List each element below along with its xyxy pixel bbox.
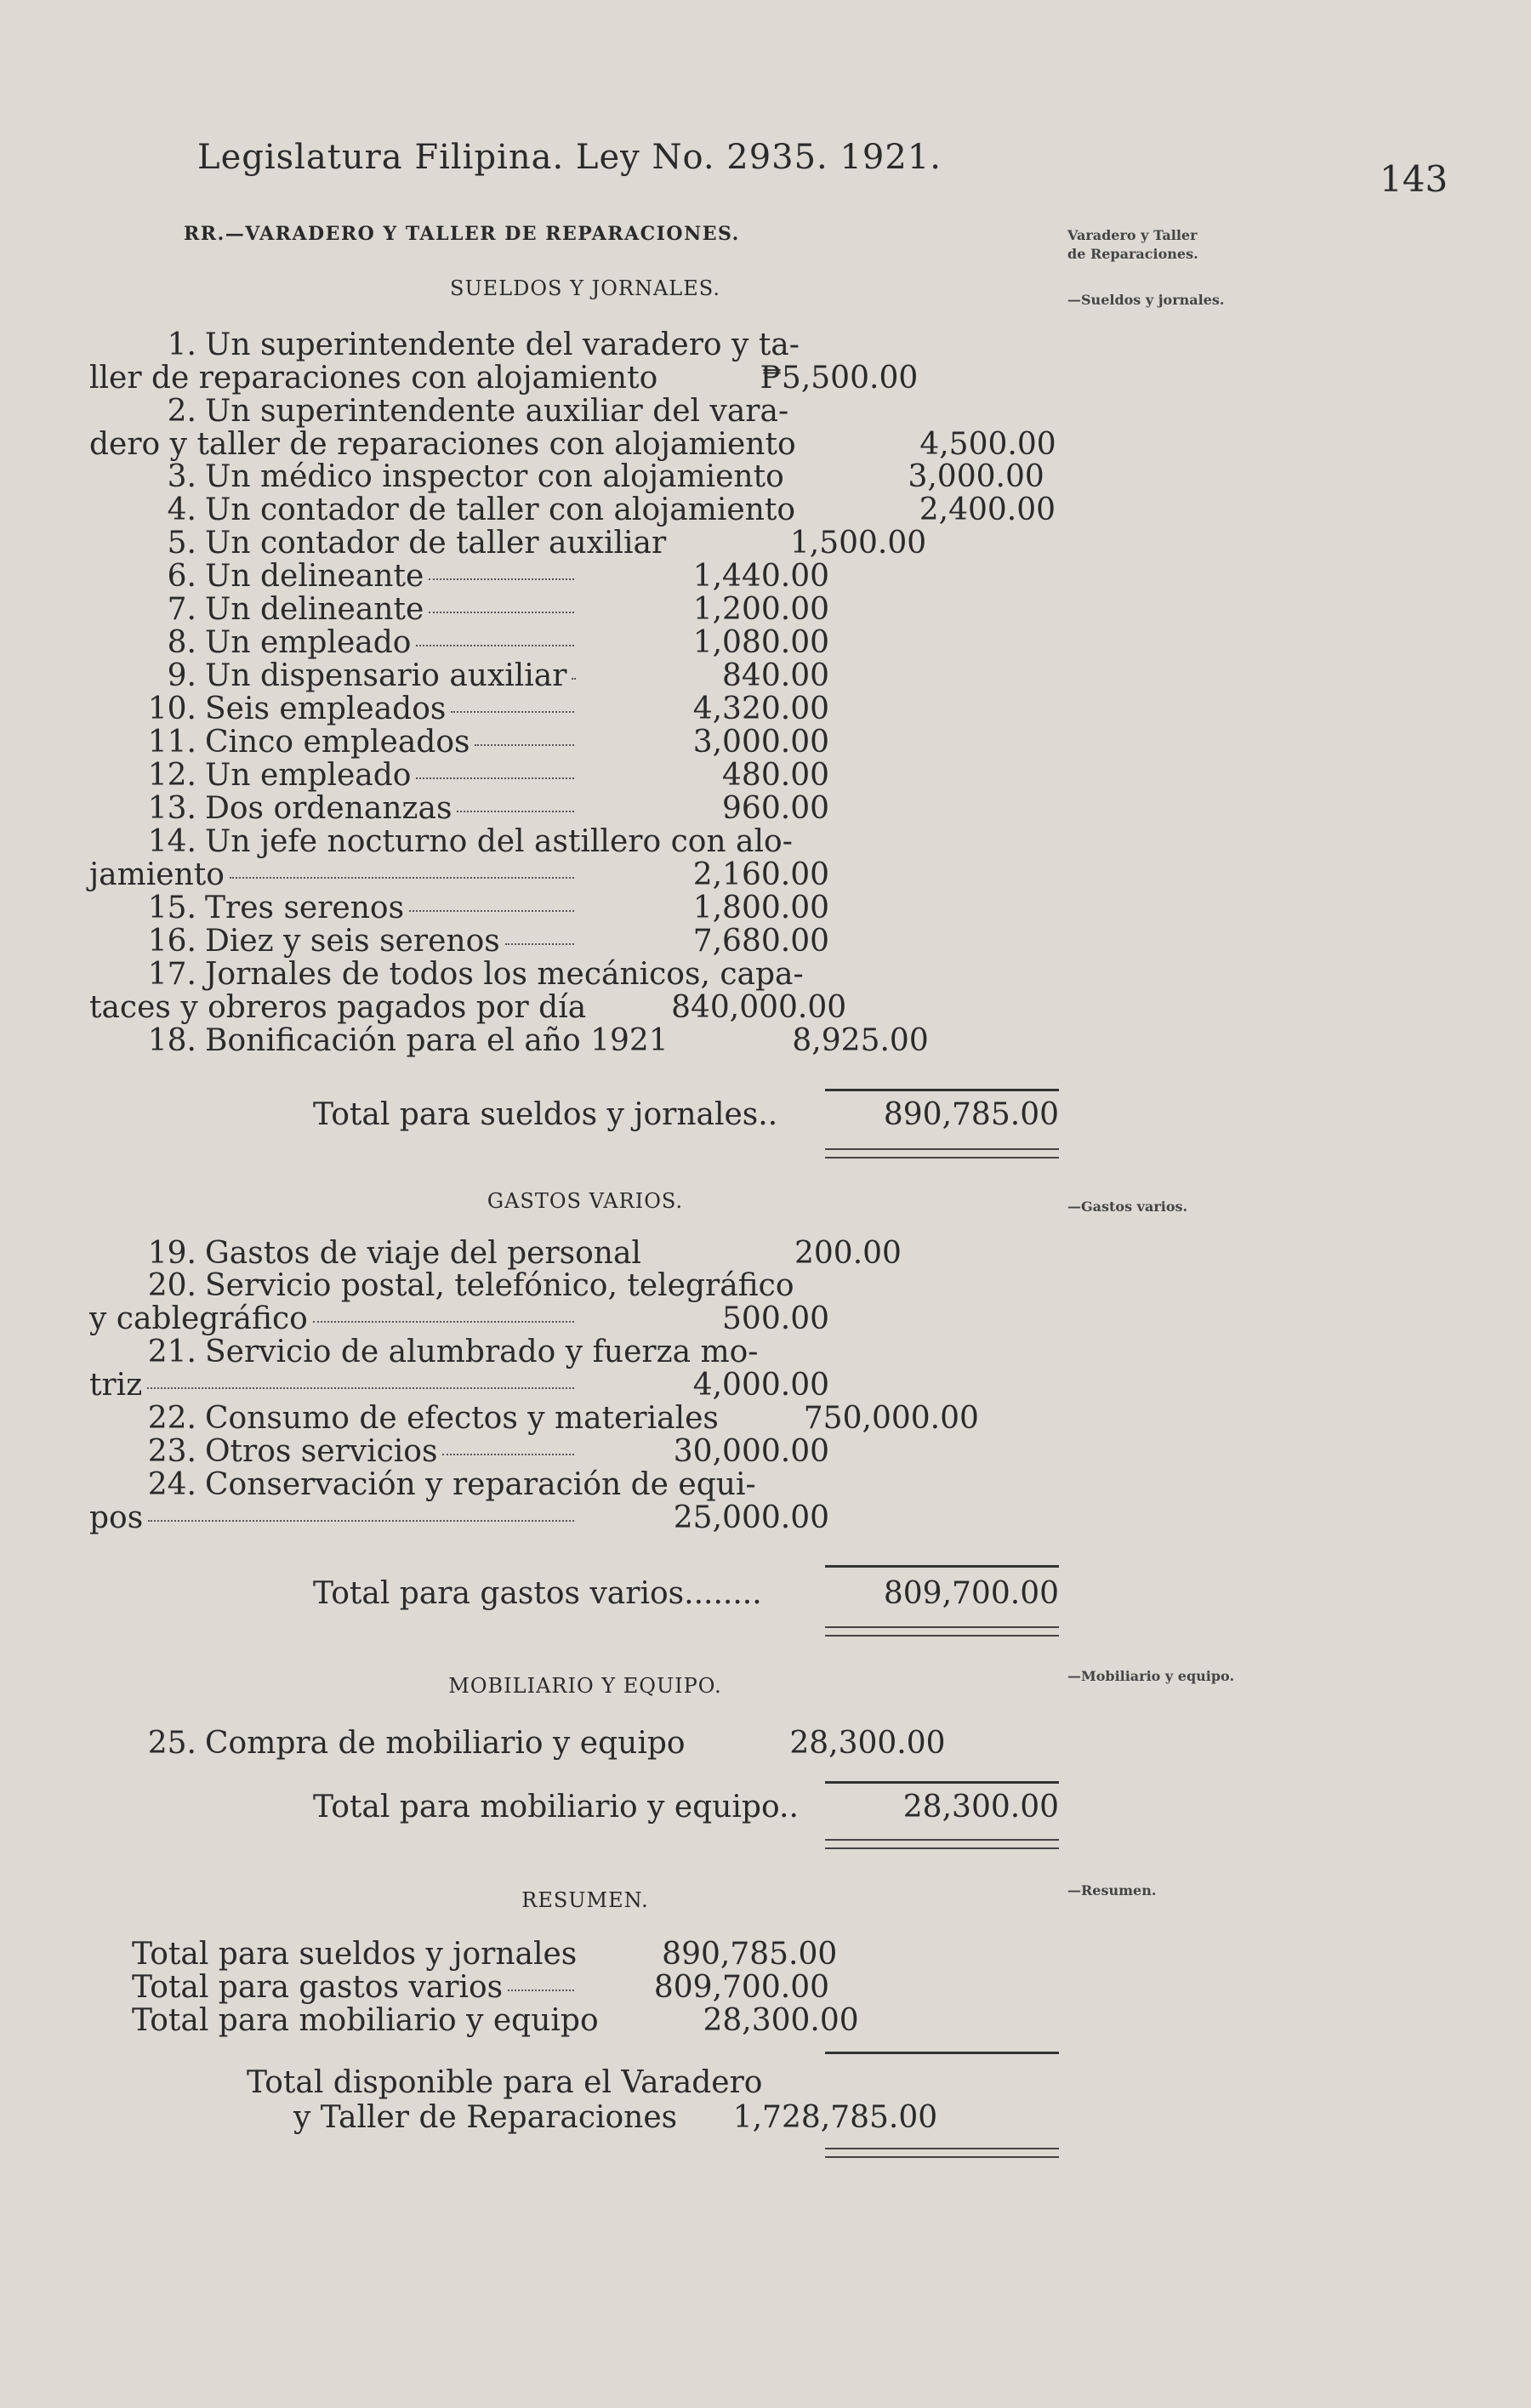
- resumen-total-line1: Total disponible para el Varadero: [247, 2065, 763, 2100]
- item-amount: 1,200.00: [692, 592, 829, 627]
- gastos-heading: GASTOS VARIOS.: [487, 1189, 684, 1213]
- mobiliario-heading: MOBILIARIO Y EQUIPO.: [448, 1674, 722, 1698]
- item-text: Seis empleados: [205, 692, 447, 726]
- item-line: [89, 593, 829, 626]
- dot-leader: [457, 810, 574, 812]
- sueldos-double-rule: [825, 1148, 1059, 1158]
- item-line: [89, 1236, 902, 1271]
- item-line: [89, 825, 829, 858]
- item-text: Un dispensario auxiliar: [205, 658, 567, 693]
- item-text: Total para gastos varios: [132, 1970, 504, 2005]
- gastos-item: [89, 1401, 979, 1436]
- item-line: [89, 1302, 829, 1335]
- mobiliario-total-amount: 28,300.00: [902, 1790, 1059, 1825]
- item-text: Un superintendente del varadero y ta-: [205, 327, 800, 362]
- item-text: Un empleado: [205, 625, 412, 660]
- item-line: [89, 1335, 829, 1369]
- item-amount: 960.00: [722, 791, 829, 826]
- item-number: 24.: [147, 1467, 196, 1502]
- item-amount: 890,785.00: [662, 1937, 838, 1972]
- item-text: Otros servicios: [205, 1434, 438, 1469]
- item-text: Gastos de viaje del personal: [205, 1236, 641, 1271]
- dot-leader: [451, 710, 574, 713]
- margin-note-line: de Reparaciones.: [1067, 246, 1198, 262]
- sueldos-item: [89, 925, 829, 958]
- item-number: 6.: [167, 559, 196, 594]
- item-amount: 1,080.00: [692, 625, 829, 660]
- item-amount: ₱5,500.00: [760, 361, 919, 396]
- dot-leader: [429, 611, 574, 613]
- item-text: dero y taller de reparaciones con alojamiento: [89, 427, 796, 462]
- margin-note-mobiliario: —Mobiliario y equipo.: [1067, 1668, 1235, 1684]
- item-amount: 8,925.00: [792, 1023, 929, 1058]
- item-text: Un contador de taller con alojamiento: [205, 492, 796, 527]
- item-text: Servicio postal, telefónico, telegráfico: [205, 1268, 794, 1303]
- item-amount: 1,800.00: [692, 891, 829, 925]
- item-text: taces y obreros pagados por día: [89, 990, 587, 1025]
- item-text: ller de reparaciones con alojamiento: [89, 361, 658, 396]
- item-number: 4.: [167, 492, 196, 527]
- item-line: [89, 1435, 829, 1468]
- item-line: [89, 1369, 829, 1402]
- item-line: [89, 1937, 838, 1972]
- item-line: [89, 1726, 946, 1761]
- item-line: [89, 2003, 859, 2038]
- resumen-item: [89, 2003, 859, 2038]
- item-number: 20.: [147, 1268, 196, 1303]
- item-line: [89, 626, 829, 659]
- item-amount: 25,000.00: [673, 1500, 829, 1535]
- item-amount: 4,000.00: [692, 1368, 829, 1403]
- item-text: Total para mobiliario y equipo: [132, 2003, 599, 2038]
- item-line: [89, 925, 829, 958]
- item-line: [89, 659, 829, 692]
- item-amount: 200.00: [794, 1236, 902, 1271]
- dot-leader: [416, 644, 574, 646]
- sueldos-item: [89, 759, 829, 792]
- item-line: [89, 1971, 829, 2004]
- item-line: [89, 492, 1056, 527]
- item-number: 22.: [147, 1401, 196, 1436]
- margin-note-resumen: —Resumen.: [1067, 1882, 1157, 1899]
- item-text: Servicio de alumbrado y fuerza mo-: [205, 1335, 759, 1369]
- item-number: 11.: [147, 725, 196, 760]
- gastos-subtotal-rule: [825, 1565, 1059, 1568]
- item-line: [89, 526, 927, 561]
- mobiliario-subtotal-rule: [825, 1781, 1059, 1784]
- item-text: Un contador de taller auxiliar: [205, 526, 667, 561]
- item-line: [89, 858, 829, 891]
- sueldos-item: [89, 327, 919, 396]
- gastos-total-label: Total para gastos varios........: [313, 1576, 762, 1611]
- item-line: [89, 560, 829, 593]
- item-number: 10.: [147, 692, 196, 726]
- item-number: 19.: [147, 1236, 196, 1271]
- item-text: jamiento: [89, 857, 225, 892]
- item-line: [89, 328, 829, 361]
- item-amount: 3,000.00: [692, 725, 829, 760]
- item-text: Un médico inspector con alojamiento: [205, 459, 784, 494]
- mobiliario-total-text: Total para mobiliario y equipo: [313, 1790, 780, 1825]
- item-line: [89, 1401, 979, 1436]
- item-amount: 28,300.00: [789, 1726, 946, 1761]
- item-number: 3.: [167, 459, 196, 494]
- item-number: 14.: [147, 824, 196, 859]
- item-line: [89, 1269, 829, 1302]
- dot-leader: [409, 909, 574, 912]
- dot-leader: [147, 1386, 574, 1389]
- item-line: [89, 990, 847, 1025]
- margin-note-gastos: —Gastos varios.: [1067, 1198, 1188, 1215]
- item-amount: 3,000.00: [908, 459, 1044, 494]
- sueldos-total-amount: 890,785.00: [883, 1097, 1059, 1132]
- item-text: Bonificación para el año 1921: [205, 1023, 669, 1058]
- item-number: 25.: [147, 1726, 196, 1761]
- sueldos-item: [89, 626, 829, 659]
- resumen-subtotal-rule: [825, 2052, 1059, 2054]
- item-amount: 4,500.00: [919, 427, 1056, 462]
- dot-leader: [416, 777, 574, 779]
- item-text: Compra de mobiliario y equipo: [205, 1726, 686, 1761]
- item-number: 16.: [147, 924, 196, 959]
- item-number: 13.: [147, 791, 196, 826]
- resumen-item: [89, 1937, 838, 1972]
- item-amount: 30,000.00: [673, 1434, 829, 1469]
- item-number: 15.: [147, 891, 196, 925]
- resumen-total-amount: 1,728,785.00: [732, 2100, 938, 2135]
- item-amount: 809,700.00: [653, 1970, 829, 2005]
- item-number: 2.: [167, 394, 196, 429]
- mobiliario-total-label: Total para mobiliario y equipo..: [313, 1790, 799, 1825]
- item-number: 18.: [147, 1023, 196, 1058]
- sueldos-item: [89, 825, 829, 891]
- item-number: 9.: [167, 658, 196, 693]
- dot-leader: [442, 1453, 574, 1455]
- margin-note-sueldos: —Sueldos y jornales.: [1067, 292, 1225, 308]
- dot-leader: [508, 1989, 574, 1991]
- sueldos-item: [89, 492, 1056, 527]
- margin-note-section: [1067, 226, 1198, 264]
- item-amount: 1,500.00: [789, 526, 927, 561]
- item-amount: 1,440.00: [692, 559, 829, 594]
- item-amount: 500.00: [722, 1301, 829, 1336]
- mobiliario-double-rule: [825, 1839, 1059, 1849]
- item-text: Un empleado: [205, 758, 412, 793]
- item-amount: 4,320.00: [692, 692, 829, 726]
- dot-leader: [313, 1320, 574, 1323]
- item-amount: 2,400.00: [919, 492, 1056, 527]
- item-text: Consumo de efectos y materiales: [205, 1401, 719, 1436]
- dot-leader: [572, 677, 574, 680]
- sueldos-item: [89, 593, 829, 626]
- item-line: [89, 459, 1044, 494]
- gastos-double-rule: [825, 1626, 1059, 1637]
- item-amount: 840,000.00: [671, 990, 847, 1025]
- item-line: [89, 361, 919, 396]
- dot-leader: [429, 578, 574, 580]
- gastos-total-text: Total para gastos varios: [313, 1576, 685, 1611]
- gastos-item: [89, 1468, 829, 1534]
- item-amount: 2,160.00: [692, 857, 829, 892]
- item-amount: 840.00: [722, 658, 829, 693]
- item-line: [89, 958, 829, 991]
- item-text: Dos ordenanzas: [205, 791, 452, 826]
- sueldos-heading: SUELDOS Y JORNALES.: [450, 276, 720, 300]
- item-text: y cablegráfico: [89, 1301, 308, 1336]
- item-number: 17.: [147, 957, 196, 992]
- item-number: 23.: [147, 1434, 196, 1469]
- dot-leader: [148, 1519, 574, 1522]
- sueldos-item: [89, 1023, 929, 1058]
- item-amount: 480.00: [722, 758, 829, 793]
- dot-leader: [505, 942, 574, 945]
- item-text: pos: [89, 1500, 144, 1535]
- item-amount: 750,000.00: [803, 1401, 979, 1436]
- item-text: Tres serenos: [205, 891, 405, 925]
- sueldos-total-text: Total para sueldos y jornales: [313, 1097, 759, 1132]
- sueldos-item: [89, 659, 829, 692]
- section-title: RR.—VARADERO Y TALLER DE REPARACIONES.: [184, 223, 740, 245]
- item-text: Un jefe nocturno del astillero con alo-: [205, 824, 793, 859]
- item-line: [89, 692, 829, 726]
- gastos-item: [89, 1335, 829, 1402]
- item-line: [89, 792, 829, 825]
- item-line: [89, 1023, 929, 1058]
- dot-leader: [230, 876, 574, 879]
- item-text: Jornales de todos los mecánicos, capa-: [205, 957, 804, 992]
- resumen-total-text: y Taller de Reparaciones: [293, 2100, 678, 2135]
- item-text: Cinco empleados: [205, 725, 470, 760]
- gastos-item: [89, 1435, 829, 1468]
- running-header: Legislatura Filipina. Ley No. 2935. 1921.: [197, 138, 942, 177]
- item-line: [89, 759, 829, 792]
- item-text: Diez y seis serenos: [205, 924, 500, 959]
- mobiliario-item: [89, 1726, 946, 1761]
- item-line: [89, 1501, 829, 1534]
- margin-note-line: Varadero y Taller: [1067, 227, 1198, 243]
- item-amount: 28,300.00: [703, 2003, 859, 2038]
- sueldos-subtotal-rule: [825, 1089, 1059, 1091]
- item-text: Un delineante: [205, 559, 424, 594]
- sueldos-item: [89, 726, 829, 759]
- item-number: 1.: [167, 327, 196, 362]
- item-line: [89, 726, 829, 759]
- gastos-item: [89, 1236, 902, 1271]
- item-line: [89, 891, 829, 925]
- item-text: triz: [89, 1368, 143, 1403]
- item-number: 21.: [147, 1335, 196, 1369]
- item-text: Un delineante: [205, 592, 424, 627]
- resumen-item: [89, 1971, 829, 2004]
- sueldos-total-label: Total para sueldos y jornales..: [313, 1097, 778, 1132]
- item-text: Total para sueldos y jornales: [132, 1937, 578, 1972]
- gastos-total-amount: 809,700.00: [883, 1576, 1059, 1611]
- sueldos-item: [89, 692, 829, 726]
- sueldos-item: [89, 891, 829, 925]
- item-line: [89, 427, 1056, 462]
- sueldos-item: [89, 792, 829, 825]
- item-number: 7.: [167, 592, 196, 627]
- item-text: Conservación y reparación de equi-: [205, 1467, 756, 1502]
- item-amount: 7,680.00: [692, 924, 829, 959]
- sueldos-item: [89, 526, 927, 561]
- resumen-heading: RESUMEN.: [521, 1888, 649, 1912]
- gastos-item: [89, 1269, 829, 1335]
- sueldos-item: [89, 394, 1056, 462]
- item-line: [89, 1468, 829, 1501]
- item-number: 12.: [147, 758, 196, 793]
- sueldos-item: [89, 459, 1044, 494]
- sueldos-item: [89, 957, 847, 1025]
- item-text: Un superintendente auxiliar del vara-: [205, 394, 789, 429]
- resumen-total-line2: [89, 2100, 938, 2135]
- item-number: 5.: [167, 526, 196, 561]
- dot-leader: [475, 743, 574, 746]
- resumen-double-rule: [825, 2148, 1059, 2158]
- item-line: [89, 395, 829, 428]
- sueldos-item: [89, 560, 829, 593]
- page-number: 143: [1380, 158, 1448, 200]
- item-number: 8.: [167, 625, 196, 660]
